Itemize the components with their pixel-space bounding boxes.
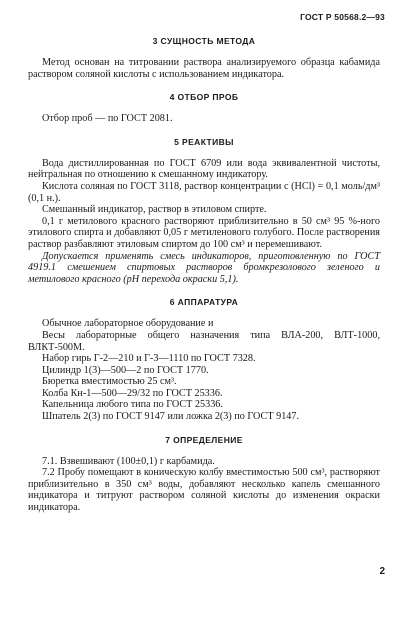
section-4-title: 4 ОТБОР ПРОБ [169, 92, 239, 103]
section-6-title: 6 АППАРАТУРА [169, 297, 239, 308]
section-5-paragraph-indicator: Смешанный индикатор, раствор в этиловом спирте. [42, 204, 267, 216]
section-5-paragraph-preparation: 0,1 г метилового красного растворяют приблизительно в 50 см³ 95 %-ного этилового спирта и добавляют 0,05 г метиленового голубого. После растворения раствор разбавляют этиловым спиртом до 100 см³ и перемешивают. [28, 215, 380, 250]
section-4-paragraph: Отбор проб — по ГОСТ 2081. [42, 113, 173, 125]
section-7-title: 7 ОПРЕДЕЛЕНИЕ [165, 434, 243, 445]
document-body [28, 36, 380, 514]
section-6-item-weights: Набор гирь Г-2—210 и Г-3—1110 по ГОСТ 7328. [42, 353, 256, 365]
section-7-step-1: 7.1. Взвешивают (100±0,1) г карбамида. [42, 455, 215, 467]
section-6-item-dropper: Капельница любого типа по ГОСТ 25336. [42, 399, 223, 411]
section-6-item-cylinder: Цилиндр 1(3)—500—2 по ГОСТ 1770. [42, 364, 209, 376]
document-header: ГОСТ Р 50568.2—93 [300, 12, 385, 22]
page-number: 2 [379, 566, 385, 577]
section-3-paragraph: Метод основан на титровании раствора анализируемого образца кабамида раствором соляной кислоты с использованием индикатора. [28, 57, 380, 80]
section-5-title: 5 РЕАКТИВЫ [174, 136, 234, 147]
section-3-title: 3 СУЩНОСТЬ МЕТОДА [152, 36, 256, 46]
section-6-item-flask: Колба Кн-1—500—29/32 по ГОСТ 25336. [42, 387, 223, 399]
section-6-item-spatula: Шпатель 2(3) по ГОСТ 9147 или ложка 2(3) по ГОСТ 9147. [42, 411, 300, 423]
section-7-step-2: 7.2 Пробу помещают в коническую колбу вместимостью 500 см³, растворяют приблизительно в 350 см³ воды, добавляют несколько капель смешанного индикатора и титруют раствором соляной кислоты до изменения окраски индикатора. [28, 467, 380, 514]
section-5-paragraph-acid: Кислота соляная по ГОСТ 3118, раствор концентрации с (НСl) = 0,1 моль/дм³ (0,1 н.). [28, 180, 380, 204]
section-5-paragraph-water: Вода дистиллированная по ГОСТ 6709 или вода эквивалентной чистоты, нейтральная по отношению к смешанному индикатору. [28, 157, 380, 181]
section-6-item-scales: Весы лабораторные общего назначения типа ВЛА-200, ВЛТ-1000, ВЛКТ-500М. [28, 329, 380, 353]
section-6-item-burette: Бюретка вместимостью 25 см³. [42, 376, 177, 388]
section-5-paragraph-alternative: Допускается применять смесь индикаторов, приготовленную по ГОСТ 4919.1 смешением спиртовых растворов бромкрезолового зеленого и метилового красного (рН перехода окраски 5,1). [28, 250, 380, 285]
section-6-item-equipment: Обычное лабораторное оборудование и [42, 318, 214, 330]
